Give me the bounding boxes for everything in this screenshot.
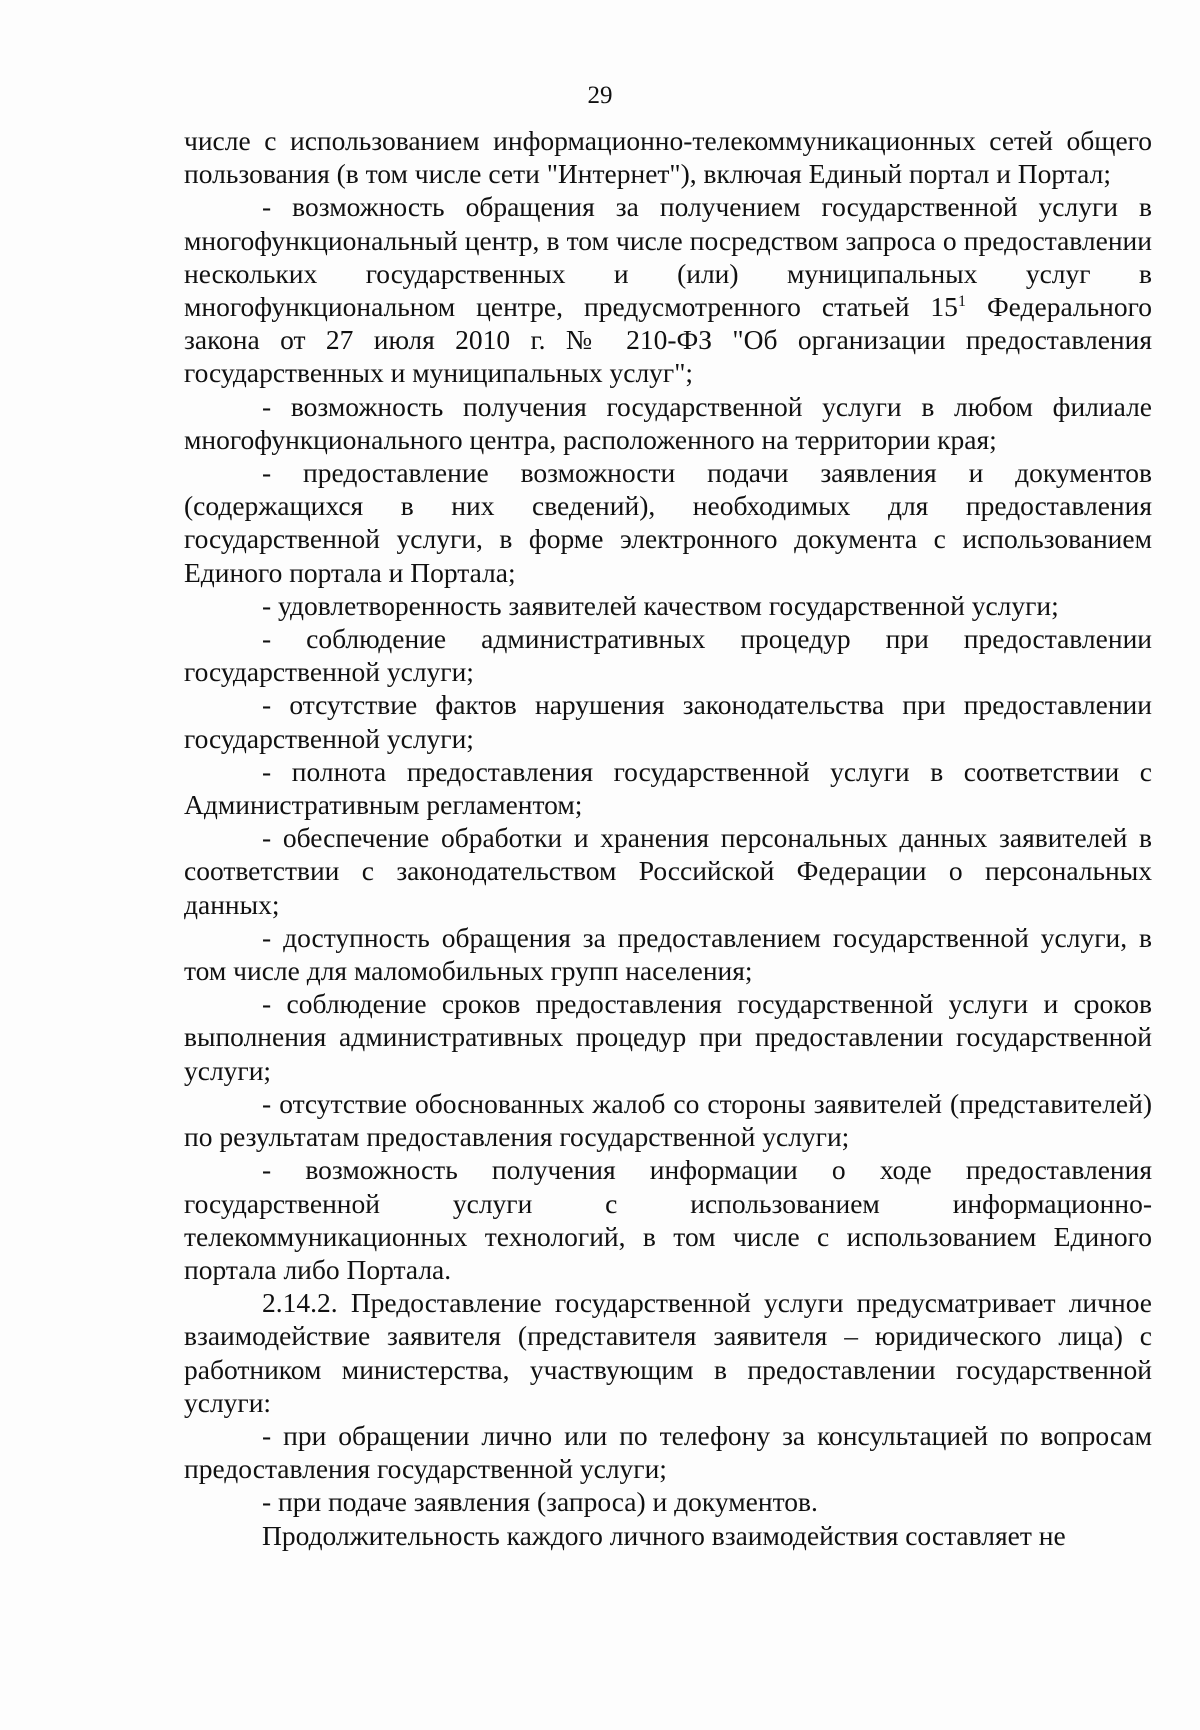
paragraph-8: - обеспечение обработки и хранения персональных данных заявителей в соответствии с законодательством Российской Федерации о персональных данных; [184, 822, 1152, 920]
paragraph-6: - отсутствие фактов нарушения законодательства при предоставлении государственной услуги; [184, 689, 1152, 754]
paragraph-5: - соблюдение административных процедур при предоставлении государственной услуги; [184, 623, 1152, 688]
paragraph-1-tail: Федерального закона от 27 июля 2010 г. № 210-ФЗ "Об организации предоставления государственных и муниципальных услуг"; [184, 291, 1152, 389]
paragraph-0: числе с использованием информационно-телекоммуникационных сетей общего пользования (в том числе сети "Интернет"), включая Единый портал и Портал; [184, 125, 1152, 190]
paragraph-9: - доступность обращения за предоставлением государственной услуги, в том числе для маломобильных групп населения; [184, 921, 1152, 987]
paragraph-10: - соблюдение сроков предоставления государственной услуги и сроков выполнения административных процедур при предоставлении государственной услуги; [184, 988, 1152, 1086]
paragraph-16: Продолжительность каждого личного взаимодействия составляет не [262, 1519, 1066, 1551]
paragraph-2: - возможность получения государственной услуги в любом филиале многофункционального центра, расположенного на территории края; [184, 390, 1152, 455]
paragraph-3: - предоставление возможности подачи заявления и документов (содержащихся в них сведений), необходимых для предоставления государственной услуги, в форме электронного документа с использованием Единого портала и Портала; [184, 457, 1152, 588]
paragraph-12: - возможность получения информации о ходе предоставления государственной услуги с использованием информационно-телекоммуникационных технологий, в том числе с использованием Единого портала либо Портала. [184, 1154, 1152, 1285]
paragraph-7: - полнота предоставления государственной услуги в соответствии с Административным регламентом; [184, 755, 1152, 821]
paragraph-11: - отсутствие обоснованных жалоб со стороны заявителей (представителей) по результатам предоставления государственной услуги; [184, 1087, 1152, 1153]
paragraph-4: - удовлетворенность заявителей качеством государственной услуги; [262, 589, 1059, 621]
paragraph-1 [184, 190, 1152, 389]
paragraph-13: 2.14.2. Предоставление государственной услуги предусматривает личное взаимодействие заявителя (представителя заявителя – юридического лица) с работником министерства, участвующим в предоставлении государственной услуги: [184, 1287, 1152, 1418]
paragraph-1-superscript: 1 [957, 292, 966, 310]
page-number: 29 [587, 82, 613, 109]
document-body [184, 124, 1152, 1552]
paragraph-1-text: - возможность обращения за получением государственной услуги в многофункциональный центр, в том числе посредством запроса о предоставлении нескольких государственных и (или) муниципальных услуг в многофункциональном центре, предусмотренного статьей 15 [184, 191, 1152, 323]
paragraph-15: - при подаче заявления (запроса) и документов. [262, 1486, 818, 1518]
paragraph-14: - при обращении лично или по телефону за консультацией по вопросам предоставления государственной услуги; [184, 1419, 1152, 1485]
